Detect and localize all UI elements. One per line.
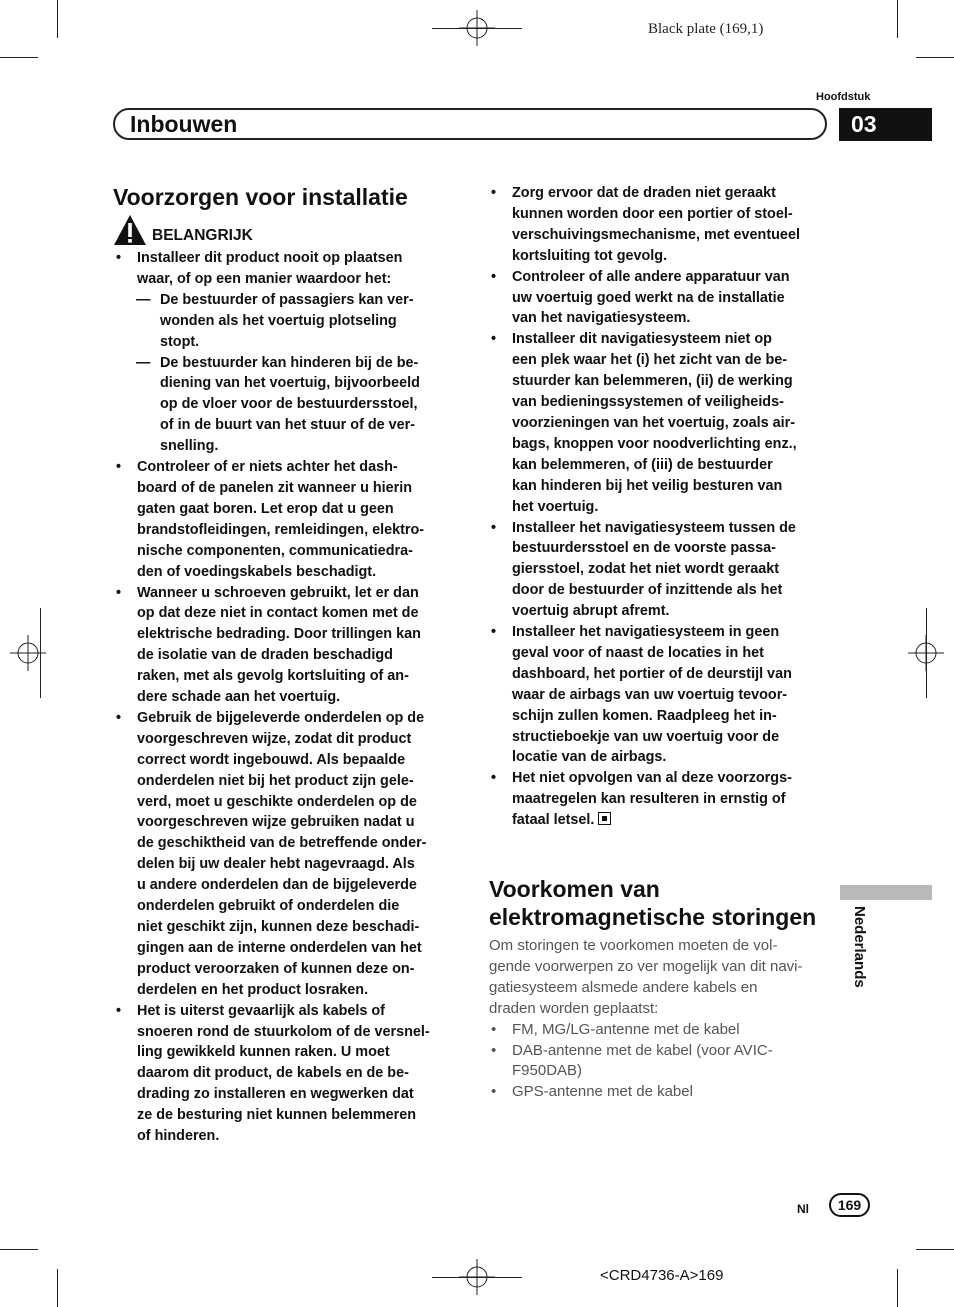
- bullet-icon: •: [116, 709, 122, 726]
- end-of-section-icon: [598, 812, 611, 825]
- language-side-label: Nederlands: [851, 906, 868, 988]
- bullet-icon: •: [491, 331, 497, 348]
- text-line: maatregelen kan resulteren in ernstig of: [512, 791, 786, 808]
- text-line: uw voertuig goed werkt na de installatie: [512, 289, 785, 306]
- text-line: elektrische bedrading. Door trillingen kan: [137, 626, 421, 643]
- text-line: niet geschikt zijn, kunnen deze beschadi-: [137, 919, 420, 935]
- text-line: ling gewikkeld kunnen raken. U moet: [137, 1044, 390, 1061]
- left-column: [114, 248, 464, 1147]
- text-line: F950DAB): [512, 1062, 583, 1080]
- text-line: van het navigatiesysteem.: [512, 310, 691, 327]
- text-line: delen bij uw dealer hebt nagevraagd. Als: [137, 856, 415, 873]
- list-item: [489, 1020, 834, 1041]
- text-line: of hinderen.: [137, 1128, 220, 1145]
- crop-mark: [57, 1269, 58, 1307]
- list-item: [489, 1082, 834, 1103]
- crop-mark: [916, 57, 954, 58]
- text-line: wonden als het voertuig plotseling: [160, 312, 397, 329]
- text-line: Installeer dit product nooit op plaatsen: [137, 250, 403, 266]
- text-line: kan hinderen bij het veilig besturen van: [512, 477, 783, 494]
- text-line: brandstofleidingen, remleidingen, elektro-: [137, 521, 425, 538]
- text-line: bestuurdersstoel en de voorste passa-: [512, 540, 776, 557]
- text-line: voorgeschreven wijze gebruiken nadat u: [137, 814, 415, 831]
- dash-item: [114, 290, 464, 353]
- text-line: Het niet opvolgen van al deze voorzorgs-: [512, 770, 792, 787]
- text-line: Installeer het navigatiesysteem tussen de: [512, 519, 796, 536]
- chapter-label: Hoofdstuk: [816, 91, 871, 103]
- bullet-item: [489, 768, 834, 831]
- text-line: door de bestuurder of inzittende als het: [512, 582, 783, 599]
- bullet-item: [114, 708, 464, 1001]
- dash-icon: —: [136, 354, 151, 371]
- text-line: snoeren rond de stuurkolom of de versnel-: [137, 1023, 430, 1040]
- text-line: van bedieningssystemen of veiligheids-: [512, 394, 784, 411]
- text-line: kan belemmeren, of (iii) de bestuurder: [512, 456, 773, 473]
- text-line: u andere onderdelen dan de bijgeleverde: [137, 877, 417, 894]
- text-line: waar, of op een manier waardoor het:: [137, 270, 392, 287]
- text-line: board of de panelen zit wanneer u hierin: [137, 479, 413, 496]
- bullet-item: [114, 457, 464, 582]
- text-line: gaten gaat boren. Let erop dat u geen: [137, 500, 394, 517]
- section-title-line: elektromagnetische storingen: [489, 904, 817, 930]
- text-line: product veroorzaken of kunnen deze on-: [137, 960, 415, 977]
- registration-mark-icon: [459, 10, 495, 46]
- text-line: op dat deze niet in contact komen met de: [137, 605, 419, 622]
- text-line: locatie van de airbags.: [512, 749, 667, 766]
- bullet-icon: •: [491, 185, 497, 201]
- text-line: voorgeschreven wijze, zodat dit product: [137, 730, 412, 747]
- text-line: verd, moet u geschikte onderdelen op de: [137, 793, 417, 810]
- text-line: stuurder kan belemmeren, (ii) de werking: [512, 373, 793, 390]
- chapter-title: Inbouwen: [130, 111, 238, 137]
- text-line: De bestuurder kan hinderen bij de be-: [160, 354, 419, 371]
- text-line: onderdelen niet bij het product zijn gele-: [137, 772, 414, 789]
- text-line: Installeer het navigatiesysteem in geen: [512, 624, 780, 641]
- page-number: 169: [829, 1193, 870, 1217]
- text-line: Controleer of er niets achter het dash-: [137, 459, 398, 476]
- bullet-item: [489, 183, 834, 267]
- text-line: derdelen en het product losraken.: [137, 981, 369, 998]
- bullet-item: [114, 583, 464, 708]
- bullet-icon: •: [116, 584, 122, 601]
- text-line: raken, met als gevolg kortsluiting of an-: [137, 668, 409, 685]
- crop-mark: [0, 57, 38, 58]
- text-line: Installeer dit navigatiesysteem niet op: [512, 331, 772, 348]
- bullet-item: [114, 1001, 464, 1147]
- registration-mark-icon: [459, 1259, 495, 1295]
- registration-mark-icon: [908, 635, 944, 671]
- dash-item: [114, 353, 464, 458]
- text-line: diening van het voertuig, bijvoorbeeld: [160, 375, 420, 392]
- bullet-icon: •: [491, 519, 497, 536]
- chapter-number: 03: [839, 108, 932, 141]
- text-line: kunnen worden door een portier of stoel-: [512, 205, 793, 222]
- text-line: Wanneer u schroeven gebruikt, let er dan: [137, 584, 419, 601]
- bullet-icon: •: [491, 624, 497, 641]
- document-code: <CRD4736-A>169: [600, 1267, 724, 1284]
- text-line: den of voedingskabels beschadigt.: [137, 563, 377, 580]
- text-line: nische componenten, communicatiedra-: [137, 542, 413, 559]
- bullet-icon: •: [116, 459, 122, 476]
- crop-mark: [916, 1249, 954, 1250]
- text-line: de isolatie van de draden beschadigd: [137, 647, 393, 664]
- warning-label: BELANGRIJK: [152, 227, 253, 244]
- text-line: geval voor of naast de locaties in het: [512, 644, 764, 661]
- bullet-icon: •: [491, 1020, 497, 1038]
- text-line: Controleer of alle andere apparatuur van: [512, 268, 790, 285]
- text-line: drading zo installeren en wegwerken dat: [137, 1086, 414, 1103]
- text-line: GPS-antenne met de kabel: [512, 1083, 693, 1101]
- text-line: Zorg ervoor dat de draden niet geraakt: [512, 185, 776, 201]
- text-line: onderdelen gebruikt of onderdelen die: [137, 898, 400, 915]
- text-line: Om storingen te voorkomen moeten de vol-: [489, 937, 778, 954]
- text-line: verschuivingsmechanisme, met eventueel: [512, 226, 800, 243]
- text-line: voorzieningen van het voertuig, zoals air-: [512, 414, 796, 431]
- text-line: dere schade aan het voertuig.: [137, 689, 341, 706]
- bullet-item: [489, 622, 834, 768]
- warning-icon: [113, 214, 147, 246]
- text-line: op de vloer voor de bestuurdersstoel,: [160, 396, 418, 413]
- text-line: ze de besturing niet kunnen belemmeren: [137, 1107, 417, 1124]
- text-line: [512, 810, 834, 831]
- text-line: Het is uiterst gevaarlijk als kabels of: [137, 1002, 385, 1019]
- text-line: dashboard, het portier of de deurstijl van: [512, 665, 792, 682]
- text-line: correct wordt ingebouwd. Als bepaalde: [137, 751, 406, 768]
- text-line: DAB-antenne met de kabel (voor AVIC-: [512, 1041, 773, 1059]
- crop-mark: [897, 0, 898, 38]
- emc-body: [489, 936, 834, 1103]
- text-line: bags, knoppen voor noodverlichting enz.,: [512, 435, 797, 452]
- section-title-emc: [489, 875, 816, 931]
- text-line: of in de buurt van het stuur of de ver-: [160, 417, 416, 434]
- text-line: voertuig abrupt afremt.: [512, 603, 670, 620]
- list-item: [489, 1041, 834, 1083]
- plate-label: Black plate (169,1): [648, 21, 764, 37]
- bullet-icon: •: [491, 1083, 497, 1101]
- bullet-item: [489, 267, 834, 330]
- right-column: [489, 183, 834, 831]
- text-line: draden worden geplaatst:: [489, 999, 659, 1017]
- text-line: gatiesysteem alsmede andere kabels en: [489, 978, 758, 996]
- text-line: snelling.: [160, 438, 219, 455]
- bullet-icon: •: [491, 268, 497, 285]
- crop-mark: [897, 1269, 898, 1307]
- dash-icon: —: [136, 291, 151, 308]
- section-title-line: Voorkomen van: [489, 876, 660, 902]
- bullet-icon: •: [491, 770, 497, 787]
- bullet-item: [114, 248, 464, 290]
- bullet-icon: •: [116, 250, 122, 266]
- text-line: de geschiktheid van de betreffende onder-: [137, 835, 427, 852]
- text-line: structieboekje van uw voertuig voor de: [512, 728, 780, 745]
- text-line: De bestuurder of passagiers kan ver-: [160, 291, 414, 308]
- text-line: FM, MG/LG-antenne met de kabel: [512, 1020, 740, 1038]
- text-line: waar de airbags van uw voertuig tevoor-: [512, 686, 788, 703]
- text-line: het voertuig.: [512, 498, 599, 515]
- bullet-icon: •: [491, 1041, 497, 1059]
- text-line: giersstoel, zodat het niet wordt geraakt: [512, 561, 780, 578]
- bullet-icon: •: [116, 1002, 122, 1019]
- crop-mark: [57, 0, 58, 38]
- crop-mark: [0, 1249, 38, 1250]
- text-line: Gebruik de bijgeleverde onderdelen op de: [137, 709, 425, 726]
- text-line: stopt.: [160, 333, 200, 350]
- language-code: Nl: [797, 1202, 809, 1216]
- language-tab: [840, 885, 932, 900]
- text-line: gende voorwerpen zo ver mogelijk van dit navi-: [489, 957, 803, 975]
- bullet-item: [489, 518, 834, 623]
- text-line-content: fataal letsel.: [512, 812, 595, 829]
- text-line: gingen aan de interne onderdelen van het: [137, 939, 422, 956]
- text-line: kortsluiting tot gevolg.: [512, 247, 668, 264]
- section-title: Voorzorgen voor installatie: [113, 184, 408, 210]
- bullet-item: [489, 329, 834, 517]
- text-line: daarom dit product, de kabels en de be-: [137, 1065, 409, 1082]
- text-line: schijn zullen komen. Raadpleeg het in-: [512, 707, 777, 724]
- registration-mark-icon: [10, 635, 46, 671]
- text-line: een plek waar het (i) het zicht van de be-: [512, 352, 788, 369]
